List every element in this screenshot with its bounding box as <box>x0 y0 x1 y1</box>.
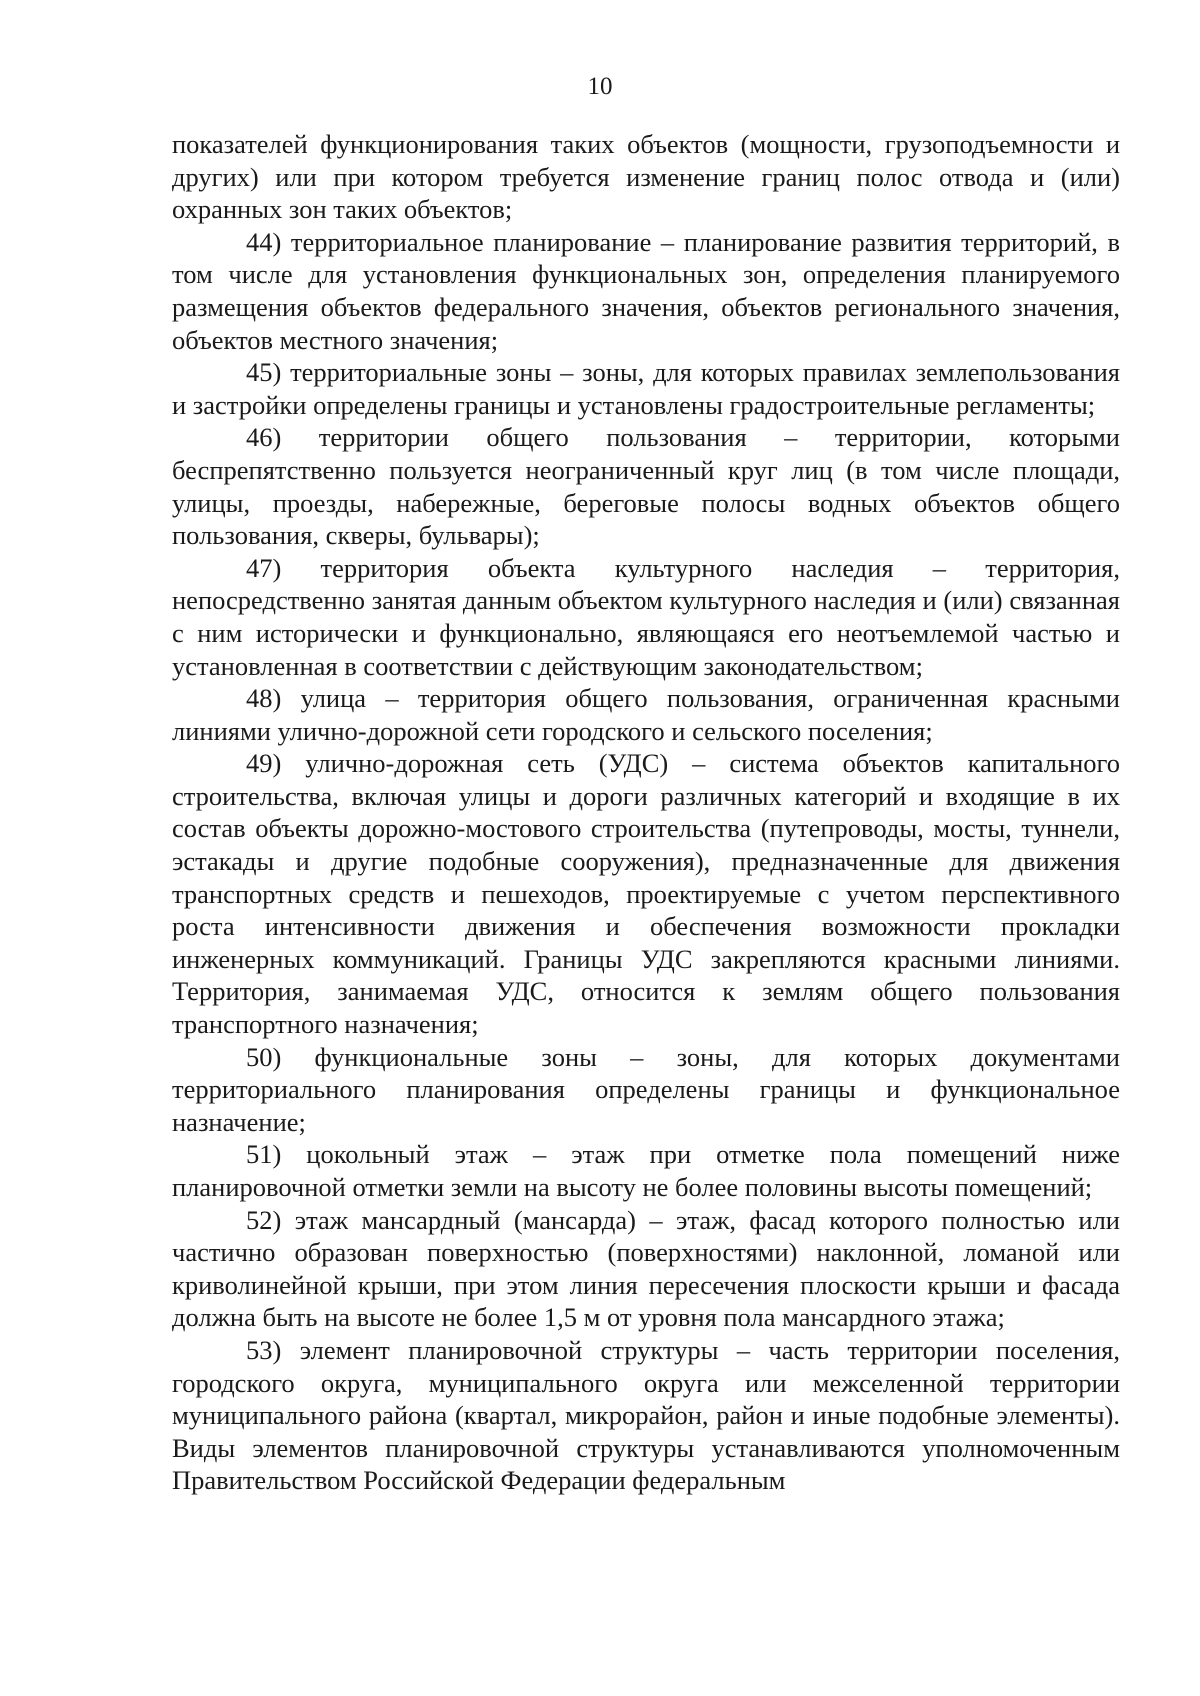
definition-item-51: 51) цокольный этаж – этаж при отметке пола помещений ниже планировочной отметки земли на высоту не более половины высоты помещений; <box>172 1139 1120 1202</box>
definition-item-49: 49) улично-дорожная сеть (УДС) – система объектов капитального строительства, включая улицы и дороги различных категорий и входящие в их состав объекты дорожно-мостового строительства (путепроводы, мосты, туннели, эстакады и другие подобные сооружения), предназначенные для движения транспортных средств и пешеходов, проектируемые с учетом перспективного роста интенсивности движения и обеспечения возможности прокладки инженерных коммуникаций. Границы УДС закрепляются красными линиями. Территория, занимаемая УДС, относится к землям общего пользования транспортного назначения; <box>172 748 1120 1040</box>
definition-item-48: 48) улица – территория общего пользования, ограниченная красными линиями улично-дорожной сети городского и сельского поселения; <box>172 683 1120 746</box>
definition-item-45: 45) территориальные зоны – зоны, для которых правилах землепользования и застройки определены границы и установлены градостроительные регламенты; <box>172 357 1120 420</box>
paragraph-continuation: показателей функционирования таких объектов (мощности, грузоподъемности и других) или при котором требуется изменение границ полос отвода и (или) охранных зон таких объектов; <box>172 129 1120 225</box>
definition-item-44: 44) территориальное планирование – планирование развития территорий, в том числе для установления функциональных зон, определения планируемого размещения объектов федерального значения, объектов регионального значения, объектов местного значения; <box>172 226 1120 355</box>
document-body <box>172 128 1120 1497</box>
definition-item-50: 50) функциональные зоны – зоны, для которых документами территориального планирования определены границы и функциональное назначение; <box>172 1041 1120 1137</box>
definition-item-52: 52) этаж мансардный (мансарда) – этаж, фасад которого полностью или частично образован поверхностью (поверхностями) наклонной, ломаной или криволинейной крыши, при этом линия пересечения плоскости крыши и фасада должна быть на высоте не более 1,5 м от уровня пола мансардного этажа; <box>172 1204 1120 1333</box>
definition-item-46: 46) территории общего пользования – территории, которыми беспрепятственно пользуется неограниченный круг лиц (в том числе площади, улицы, проезды, набережные, береговые полосы водных объектов общего пользования, скверы, бульвары); <box>172 422 1120 551</box>
definition-item-47: 47) территория объекта культурного наследия – территория, непосредственно занятая данным объектом культурного наследия и (или) связанная с ним исторически и функционально, являющаяся его неотъемлемой частью и установленная в соответствии с действующим законодательством; <box>172 552 1120 681</box>
definition-item-53: 53) элемент планировочной структуры – часть территории поселения, городского округа, муниципального округа или межселенной территории муниципального района (квартал, микрорайон, район и иные подобные элементы). Виды элементов планировочной структуры устанавливаются уполномоченным Правительством Российской Федерации федеральным <box>172 1334 1120 1496</box>
page-number: 10 <box>587 73 613 100</box>
